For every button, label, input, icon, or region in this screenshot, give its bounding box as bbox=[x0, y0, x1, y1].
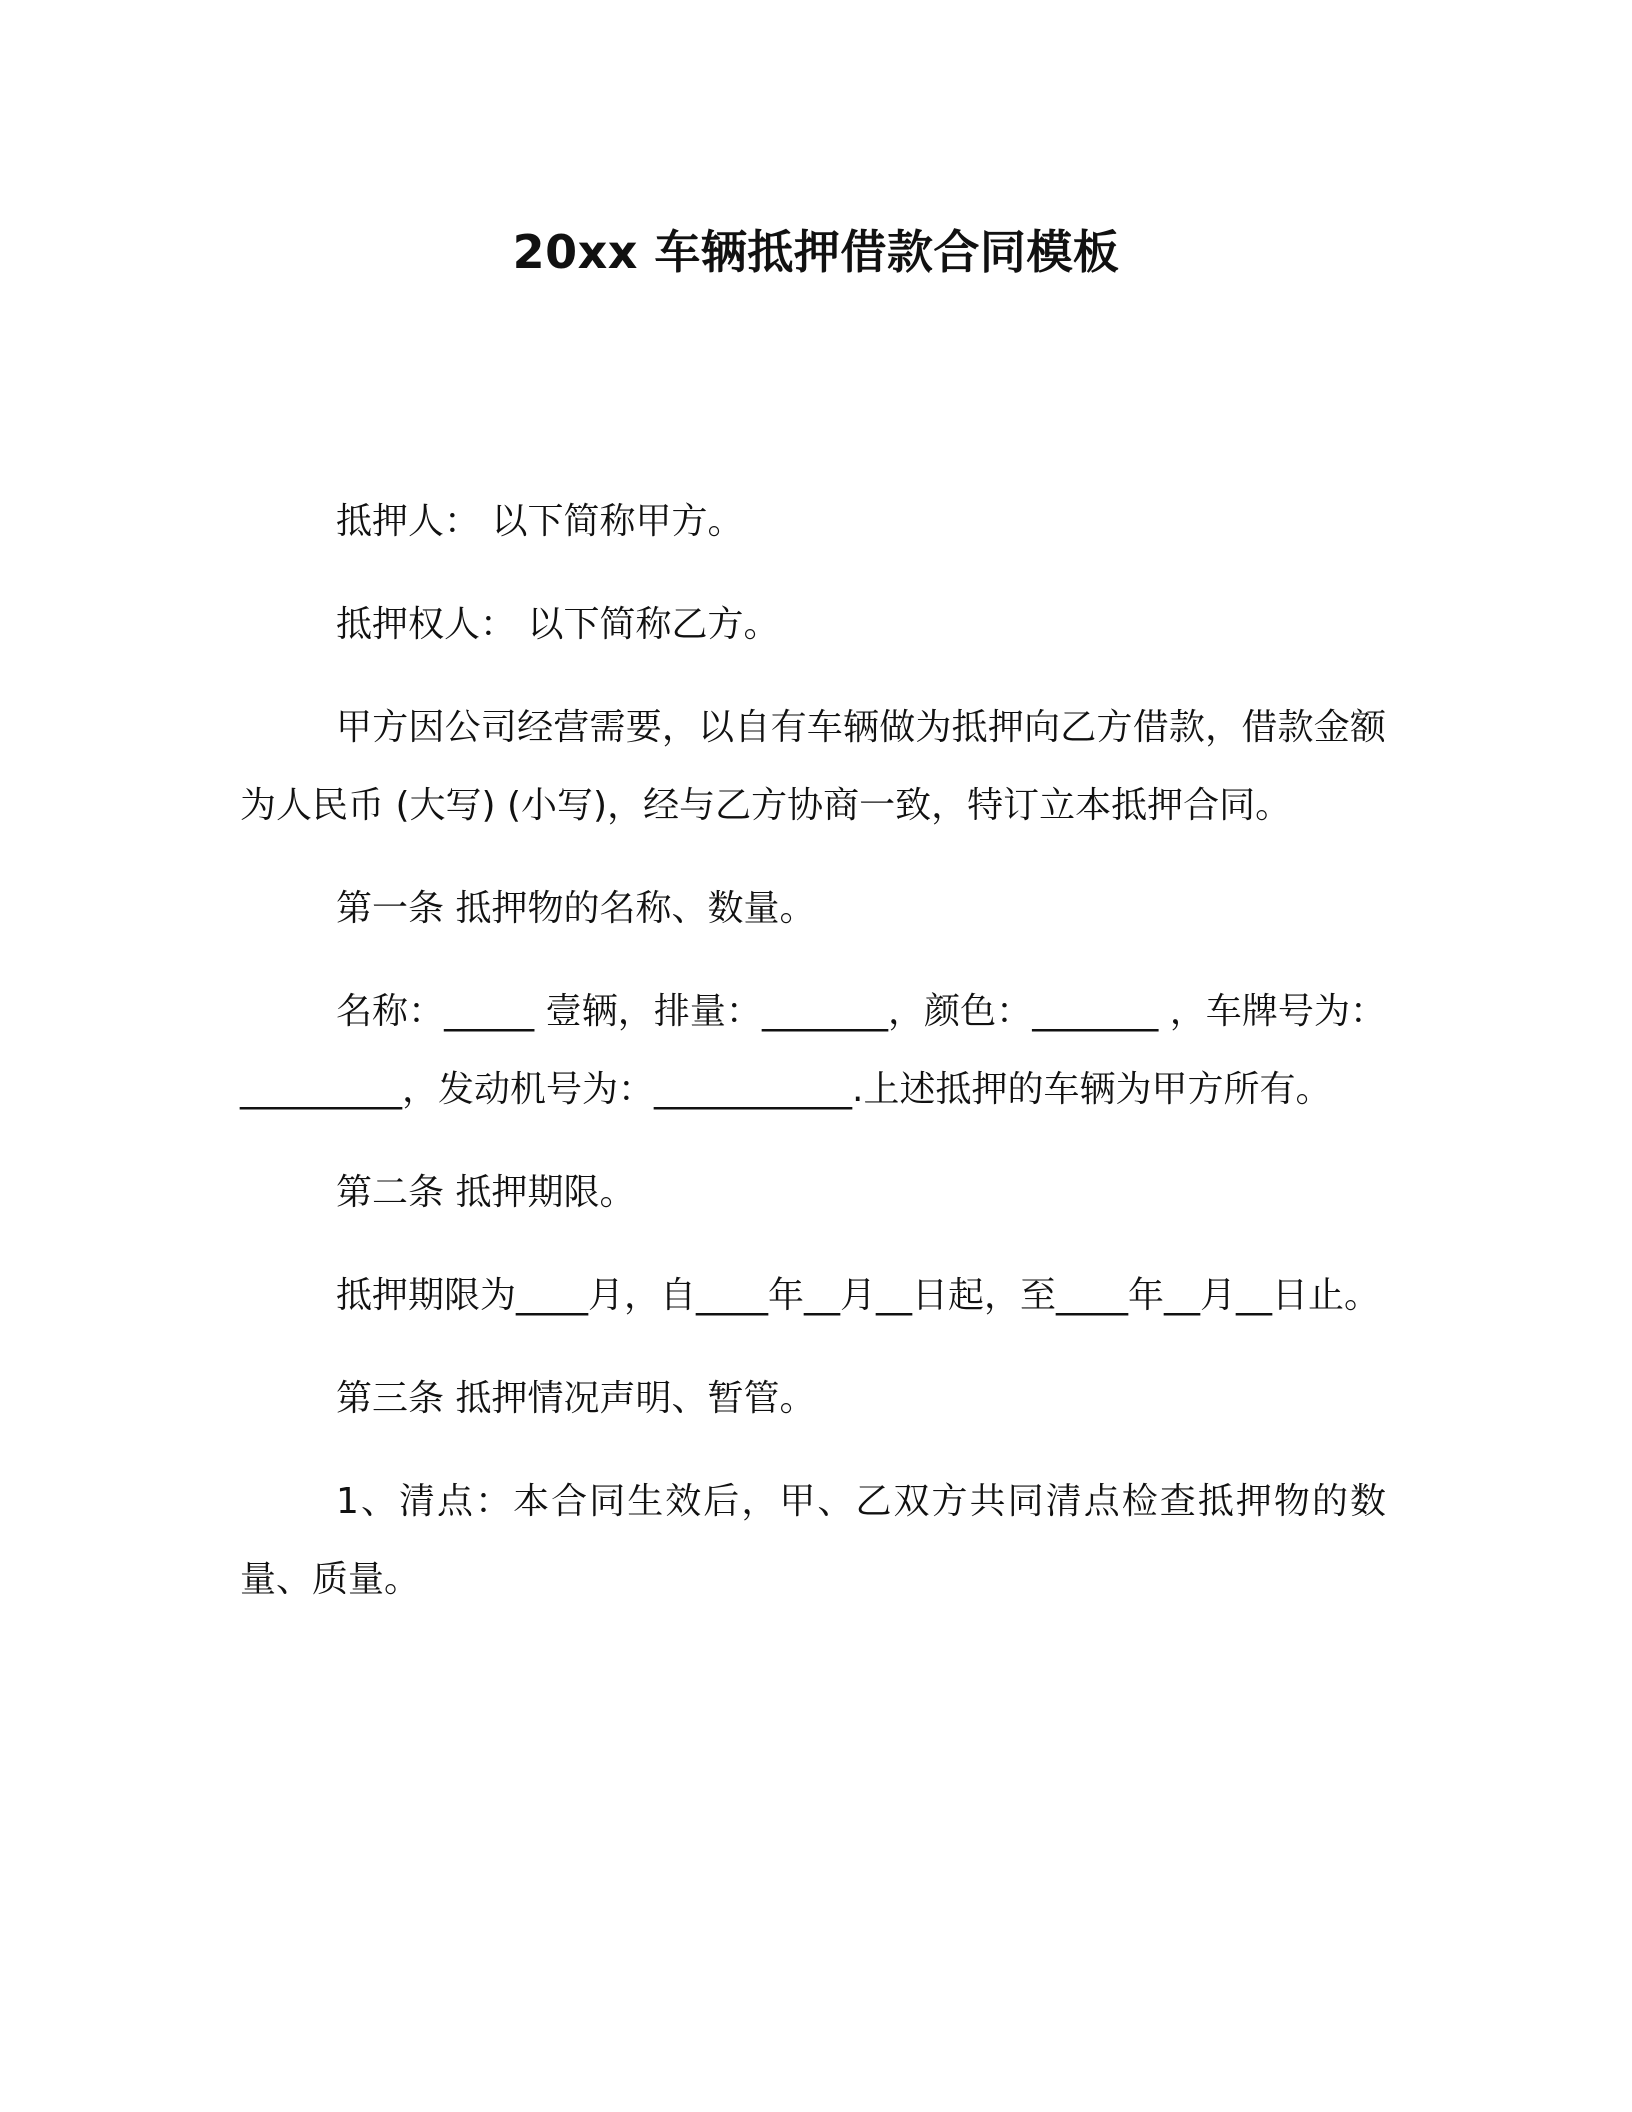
paragraph-vehicle-details: 名称：_____ 壹辆，排量：_______，颜色：_______ ，车牌号为：_________，发动机号为：___________.上述抵押的车辆为甲方所有。 bbox=[240, 991, 1386, 1110]
article-2-heading: 第二条 抵押期限。 bbox=[336, 1172, 636, 1213]
article-1-heading: 第一条 抵押物的名称、数量。 bbox=[336, 888, 816, 929]
paragraph-preamble: 甲方因公司经营需要，以自有车辆做为抵押向乙方借款，借款金额为人民币 (大写) (小写)，经与乙方协商一致，特订立本抵押合同。 bbox=[240, 707, 1386, 826]
paragraph-mortgagee: 抵押权人： 以下简称乙方。 bbox=[336, 604, 780, 645]
paragraph-mortgagor: 抵押人： 以下简称甲方。 bbox=[336, 501, 744, 542]
document-body bbox=[240, 483, 1386, 1619]
paragraph-inventory-check: 1、清点：本合同生效后，甲、乙双方共同清点检查抵押物的数量、质量。 bbox=[240, 1481, 1386, 1600]
document-title: 20xx 车辆抵押借款合同模板 bbox=[512, 225, 1120, 279]
paragraph-mortgage-term: 抵押期限为____月，自____年__月__日起，至____年__月__日止。 bbox=[336, 1275, 1381, 1316]
article-3-heading: 第三条 抵押情况声明、暂管。 bbox=[336, 1378, 816, 1419]
